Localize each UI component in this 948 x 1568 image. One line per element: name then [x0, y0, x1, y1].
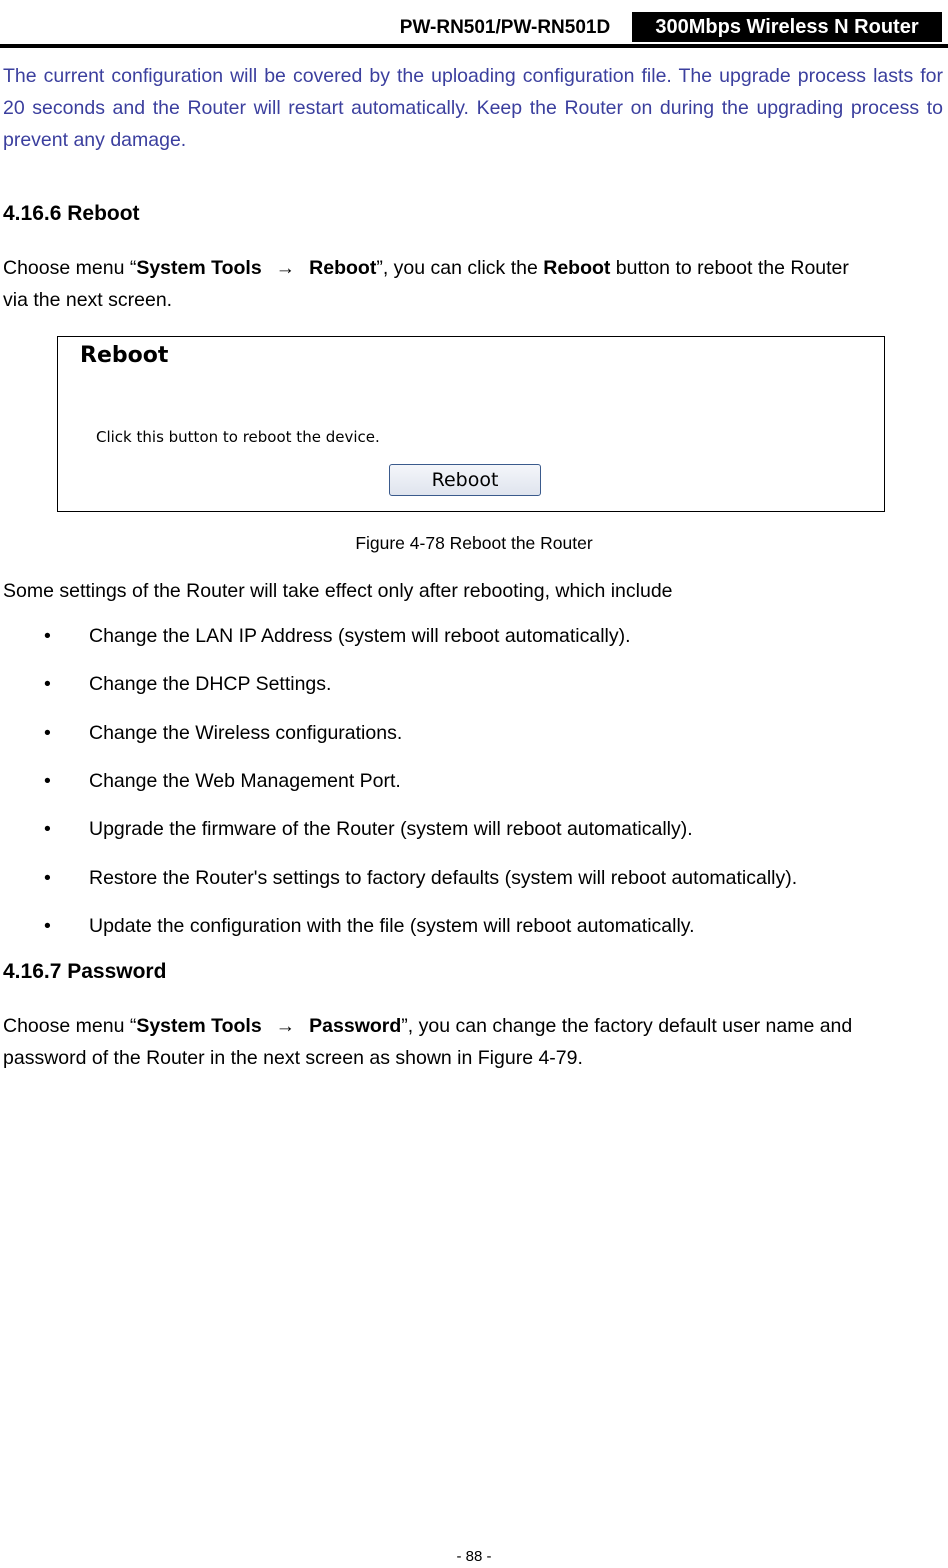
list-item-text: Update the configuration with the file (system will reboot automatically. [89, 915, 695, 937]
list-item [0, 910, 948, 942]
section-heading-password: 4.16.7 Password [3, 960, 167, 983]
bullet-icon: • [44, 770, 51, 792]
bullet-icon: • [44, 867, 51, 889]
list-item [0, 862, 948, 894]
list-item-text: Restore the Router's settings to factory defaults (system will reboot automatically). [89, 867, 798, 889]
reboot-instruction [3, 252, 943, 316]
header-product: 300Mbps Wireless N Router [632, 12, 942, 42]
figure-title: Reboot [80, 343, 169, 368]
menu-path-password: Password [309, 1015, 402, 1037]
list-item-text: Change the Wireless configurations. [89, 722, 403, 744]
list-item [0, 620, 948, 652]
settings-intro: Some settings of the Router will take effect only after rebooting, which include [3, 580, 673, 602]
password-instruction [3, 1010, 943, 1074]
arrow-icon: → [275, 257, 296, 279]
page-header [0, 8, 948, 40]
password-line1-prefix: Choose menu “ [3, 1015, 137, 1037]
header-model: PW-RN501/PW-RN501D [399, 17, 611, 38]
reboot-line1-prefix: Choose menu “ [3, 257, 137, 279]
list-item [0, 668, 948, 700]
list-item-text: Change the LAN IP Address (system will reboot automatically). [89, 625, 631, 647]
password-line2: password of the Router in the next screen as shown in Figure 4-79. [3, 1047, 583, 1069]
bullet-icon: • [44, 818, 51, 840]
arrow-icon: → [275, 1015, 296, 1037]
figure-message: Click this button to reboot the device. [96, 428, 380, 446]
section-heading-reboot: 4.16.6 Reboot [3, 202, 140, 225]
password-line1-suffix: ”, you can change the factory default user name and [401, 1015, 853, 1037]
list-item-text: Change the DHCP Settings. [89, 673, 332, 695]
page-number: - 88 - [456, 1548, 492, 1565]
bullet-icon: • [44, 625, 51, 647]
reboot-line1-middle: ”, you can click the [376, 257, 544, 279]
intro-note: The current configuration will be covered by the uploading configuration file. The upgrade process lasts for 20 seconds and the Router will restart automatically. Keep the Router on during the upgrading process to prevent any damage. [3, 65, 943, 151]
reboot-line2: via the next screen. [3, 289, 173, 311]
figure-caption: Figure 4-78 Reboot the Router [355, 533, 593, 553]
bullet-icon: • [44, 722, 51, 744]
header-rule [0, 44, 948, 48]
reboot-button[interactable]: Reboot [389, 464, 541, 496]
menu-path-system-tools: System Tools [136, 1015, 262, 1037]
reboot-button-ref: Reboot [543, 257, 611, 279]
list-item-text: Upgrade the firmware of the Router (system will reboot automatically). [89, 818, 693, 840]
menu-path-system-tools: System Tools [136, 257, 262, 279]
list-item [0, 765, 948, 797]
list-item-text: Change the Web Management Port. [89, 770, 401, 792]
reboot-figure [57, 336, 885, 512]
bullet-icon: • [44, 915, 51, 937]
menu-path-reboot: Reboot [309, 257, 377, 279]
list-item [0, 813, 948, 845]
reboot-line1-suffix: button to reboot the Router [610, 257, 849, 279]
bullet-icon: • [44, 673, 51, 695]
list-item [0, 717, 948, 749]
